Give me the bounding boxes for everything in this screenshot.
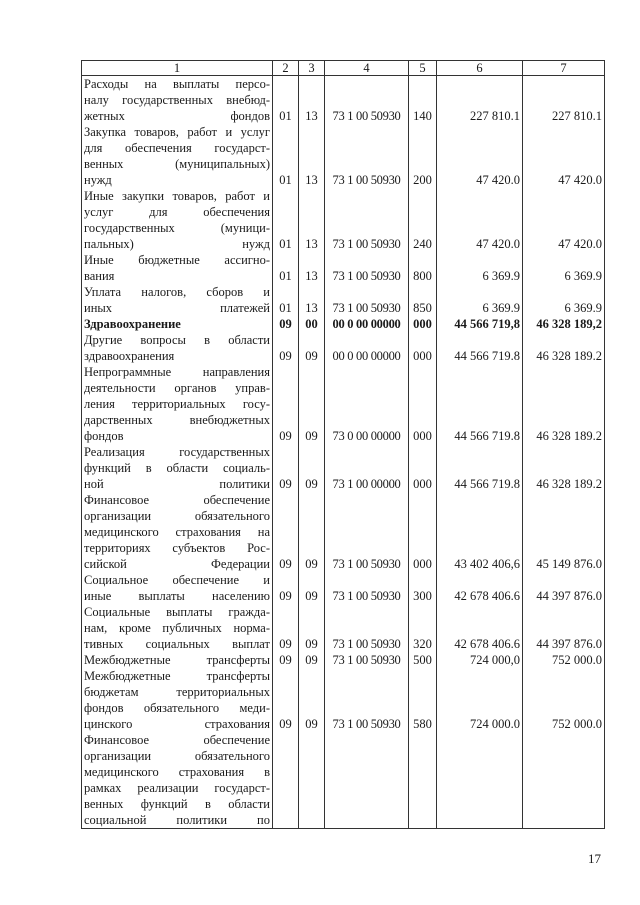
table-row [82, 668, 605, 732]
row-target-code: 73 0 00 00000 [325, 364, 409, 444]
row-amount-year2 [523, 732, 605, 829]
row-amount-year2: 46 328 189.2 [523, 444, 605, 492]
row-name: Уплата налогов, сборов и иных платежей [82, 284, 273, 316]
row-subsection: 09 [299, 492, 325, 572]
row-amount-year1: 44 566 719.8 [437, 332, 523, 364]
row-amount-year2: 44 397 876.0 [523, 604, 605, 652]
row-subsection: 09 [299, 668, 325, 732]
row-amount-year1: 44 566 719.8 [437, 444, 523, 492]
row-name: Межбюджетные трансферты [82, 652, 273, 668]
row-name: Иные закупки товаров, работ и услуг для обеспечения государственных (муници- пальных) нужд [82, 188, 273, 252]
row-section: 09 [273, 332, 299, 364]
row-target-code: 00 0 00 00000 [325, 316, 409, 332]
row-subsection: 13 [299, 76, 325, 125]
row-name: Реализация государственных функций в области социаль- ной политики [82, 444, 273, 492]
row-amount-year1: 6 369.9 [437, 284, 523, 316]
table-row [82, 188, 605, 252]
row-name: Финансовое обеспечение организации обязательного медицинского страхования на территориях субъектов Рос- сийской Федерации [82, 492, 273, 572]
row-amount-year2: 752 000.0 [523, 652, 605, 668]
row-amount-year2: 752 000.0 [523, 668, 605, 732]
row-name: Иные бюджетные ассигно- вания [82, 252, 273, 284]
row-section: 09 [273, 668, 299, 732]
table-row [82, 76, 605, 125]
row-amount-year1: 42 678 406.6 [437, 572, 523, 604]
row-amount-year1: 47 420.0 [437, 124, 523, 188]
row-expense-type: 240 [409, 188, 437, 252]
row-name: Закупка товаров, работ и услуг для обеспечения государст- венных (муниципальных) нужд [82, 124, 273, 188]
table-row [82, 252, 605, 284]
row-name: Социальные выплаты гражда- нам, кроме публичных норма- тивных социальных выплат [82, 604, 273, 652]
row-target-code: 73 1 00 50930 [325, 124, 409, 188]
row-target-code: 73 1 00 50930 [325, 668, 409, 732]
row-name: Непрограммные направления деятельности органов управ- ления территориальных госу- дарственных внебюджетных фондов [82, 364, 273, 444]
col-header-1: 1 [82, 61, 273, 76]
row-section: 09 [273, 364, 299, 444]
row-target-code [325, 732, 409, 829]
row-amount-year2: 227 810.1 [523, 76, 605, 125]
table-row [82, 316, 605, 332]
row-amount-year1: 43 402 406,6 [437, 492, 523, 572]
table-row [82, 492, 605, 572]
row-subsection: 13 [299, 284, 325, 316]
table-row [82, 444, 605, 492]
row-section: 01 [273, 252, 299, 284]
row-amount-year2: 46 328 189.2 [523, 364, 605, 444]
row-expense-type: 140 [409, 76, 437, 125]
table-row [82, 604, 605, 652]
row-expense-type: 000 [409, 492, 437, 572]
row-target-code: 73 1 00 50930 [325, 492, 409, 572]
row-amount-year2: 44 397 876.0 [523, 572, 605, 604]
row-name: Здравоохранение [82, 316, 273, 332]
row-section: 01 [273, 188, 299, 252]
row-section: 09 [273, 572, 299, 604]
table-row [82, 732, 605, 829]
row-section: 09 [273, 604, 299, 652]
table-row [82, 284, 605, 316]
row-amount-year2: 6 369.9 [523, 252, 605, 284]
row-amount-year2: 46 328 189,2 [523, 316, 605, 332]
table-row [82, 652, 605, 668]
row-subsection: 13 [299, 188, 325, 252]
row-subsection: 09 [299, 332, 325, 364]
row-name: Межбюджетные трансферты бюджетам территориальных фондов обязательного меди- цинского страхования [82, 668, 273, 732]
row-expense-type [409, 732, 437, 829]
row-amount-year1: 724 000.0 [437, 668, 523, 732]
row-name: Расходы на выплаты персо- налу государственных внебюд- жетных фондов [82, 76, 273, 125]
row-target-code: 73 1 00 50930 [325, 284, 409, 316]
row-target-code: 73 1 00 50930 [325, 188, 409, 252]
row-amount-year1: 47 420.0 [437, 188, 523, 252]
row-amount-year1: 44 566 719,8 [437, 316, 523, 332]
table-row [82, 332, 605, 364]
row-subsection: 09 [299, 652, 325, 668]
row-section: 01 [273, 76, 299, 125]
row-target-code: 73 1 00 50930 [325, 652, 409, 668]
row-subsection: 13 [299, 124, 325, 188]
row-subsection: 09 [299, 364, 325, 444]
row-subsection [299, 732, 325, 829]
col-header-7: 7 [523, 61, 605, 76]
row-expense-type: 200 [409, 124, 437, 188]
row-amount-year1: 6 369.9 [437, 252, 523, 284]
row-section: 01 [273, 284, 299, 316]
row-section: 09 [273, 492, 299, 572]
row-target-code: 73 1 00 50930 [325, 604, 409, 652]
row-expense-type: 500 [409, 652, 437, 668]
row-expense-type: 580 [409, 668, 437, 732]
col-header-6: 6 [437, 61, 523, 76]
row-section: 09 [273, 444, 299, 492]
row-expense-type: 320 [409, 604, 437, 652]
table-row [82, 124, 605, 188]
row-section [273, 732, 299, 829]
row-name: Другие вопросы в области здравоохранения [82, 332, 273, 364]
row-amount-year2: 45 149 876.0 [523, 492, 605, 572]
row-name: Финансовое обеспечение организации обязательного медицинского страхования в рамках реализации государст- венных функций в области социальной политики по [82, 732, 273, 829]
row-expense-type: 000 [409, 316, 437, 332]
row-amount-year1: 44 566 719.8 [437, 364, 523, 444]
row-subsection: 09 [299, 604, 325, 652]
header-row [82, 61, 605, 76]
row-section: 01 [273, 124, 299, 188]
row-target-code: 00 0 00 00000 [325, 332, 409, 364]
row-amount-year2: 6 369.9 [523, 284, 605, 316]
row-expense-type: 000 [409, 332, 437, 364]
row-expense-type: 000 [409, 364, 437, 444]
row-section: 09 [273, 652, 299, 668]
row-amount-year1 [437, 732, 523, 829]
row-amount-year1: 42 678 406.6 [437, 604, 523, 652]
table-row [82, 364, 605, 444]
row-expense-type: 300 [409, 572, 437, 604]
row-target-code: 73 1 00 50930 [325, 76, 409, 125]
row-subsection: 09 [299, 572, 325, 604]
row-section: 09 [273, 316, 299, 332]
table-row [82, 572, 605, 604]
budget-table [81, 60, 605, 829]
col-header-5: 5 [409, 61, 437, 76]
row-subsection: 09 [299, 444, 325, 492]
row-expense-type: 800 [409, 252, 437, 284]
row-subsection: 13 [299, 252, 325, 284]
row-amount-year2: 47 420.0 [523, 188, 605, 252]
col-header-4: 4 [325, 61, 409, 76]
row-amount-year1: 724 000,0 [437, 652, 523, 668]
row-amount-year1: 227 810.1 [437, 76, 523, 125]
row-target-code: 73 1 00 50930 [325, 252, 409, 284]
col-header-3: 3 [299, 61, 325, 76]
col-header-2: 2 [273, 61, 299, 76]
row-target-code: 73 1 00 00000 [325, 444, 409, 492]
row-amount-year2: 46 328 189.2 [523, 332, 605, 364]
row-name: Социальное обеспечение и иные выплаты населению [82, 572, 273, 604]
row-target-code: 73 1 00 50930 [325, 572, 409, 604]
row-expense-type: 000 [409, 444, 437, 492]
row-subsection: 00 [299, 316, 325, 332]
row-expense-type: 850 [409, 284, 437, 316]
page-number: 17 [588, 851, 601, 866]
row-amount-year2: 47 420.0 [523, 124, 605, 188]
